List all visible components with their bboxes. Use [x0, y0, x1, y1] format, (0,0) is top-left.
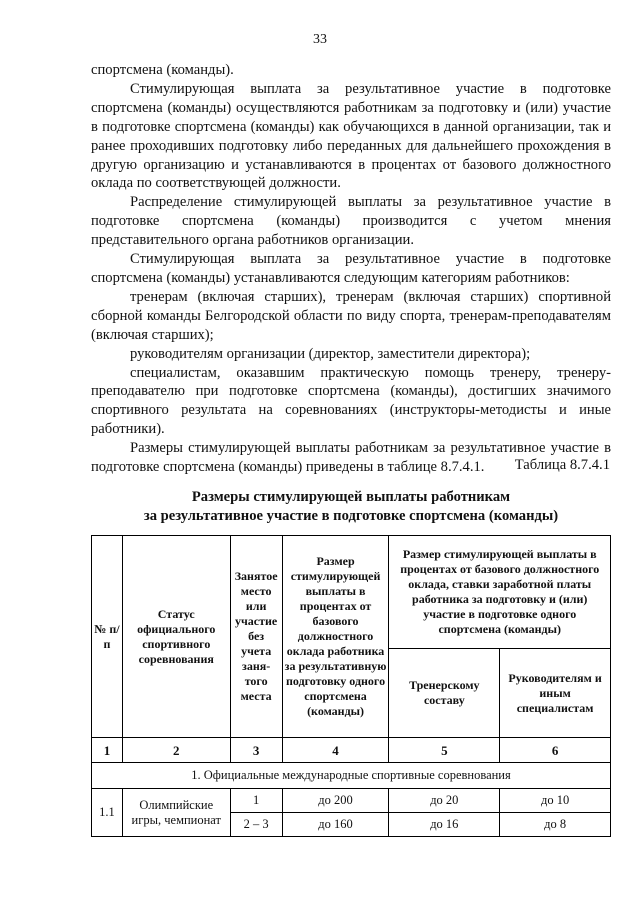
- payment-table: [91, 535, 611, 837]
- header-num: № п/п: [92, 536, 123, 738]
- header-status: Статус официального спортивного соревнования: [122, 536, 230, 738]
- column-number: 4: [282, 738, 389, 763]
- table-row: [92, 789, 611, 813]
- row-trainers: до 16: [389, 813, 500, 837]
- body-text: [91, 61, 611, 477]
- header-size: Размер стимулирующей выплаты в процентах от базового должностного оклада работника за результативную подготовку одного спортсмена (команды): [282, 536, 389, 738]
- row-place: 2 – 3: [230, 813, 282, 837]
- paragraph: тренерам (включая старших), тренерам (включая старших) спортивной сборной команды Белгородской области по виду спорта, тренерам-преподавателям (включая старших);: [91, 288, 611, 343]
- table-caption: Таблица 8.7.4.1: [514, 457, 610, 473]
- row-size: до 160: [282, 813, 389, 837]
- row-num: 1.1: [92, 789, 123, 837]
- row-managers: до 8: [500, 813, 611, 837]
- section-title: 1. Официальные международные спортивные соревнования: [92, 763, 611, 789]
- column-number: 6: [500, 738, 611, 763]
- paragraph: Стимулирующая выплата за результативное участие в подготовке спортсмена (команды) устанавливаются следующим категориям работников:: [91, 251, 611, 286]
- paragraph: спортсмена (команды).: [91, 62, 234, 78]
- column-number: 5: [389, 738, 500, 763]
- paragraph: Стимулирующая выплата за результативное участие в подготовке спортсмена (команды) осуществляются работникам за подготовку и (или) участие в подготовке спортсмена (команды) как обучающихся в данной организации, так и ранее проходивших подготовку либо переданных для дальнейшего прохождения в другую организацию и устанавливаются в процентах от базового должностного оклада по соответствующей должности.: [91, 80, 611, 192]
- paragraph: руководителям организации (директор, заместители директора);: [130, 345, 531, 362]
- header-trainers: Тренерскому составу: [389, 649, 500, 738]
- table-title: [91, 488, 611, 526]
- row-status: Олимпийские игры, чемпионат: [122, 789, 230, 837]
- row-trainers: до 20: [389, 789, 500, 813]
- paragraph: Размеры стимулирующей выплаты работникам за результативное участие в подготовке спортсмена (команды) приведены в таблице 8.7.4.1.: [91, 440, 611, 476]
- table-title-line: Размеры стимулирующей выплаты работникам: [191, 489, 511, 505]
- header-group: Размер стимулирующей выплаты в процентах от базового должностного оклада, ставки заработной платы работника за подготовку и (или) участие в подготовке одного спортсмена (команды): [389, 536, 611, 649]
- column-number: 1: [92, 738, 123, 763]
- row-size: до 200: [282, 789, 389, 813]
- column-number: 2: [122, 738, 230, 763]
- page-number: 33: [313, 32, 327, 47]
- row-place: 1: [230, 789, 282, 813]
- paragraph: Распределение стимулирующей выплаты за результативное участие в подготовке спортсмена (команды) производится с учетом мнения представительного органа работников организации.: [91, 194, 611, 249]
- header-managers: Руководителям и иным специалистам: [500, 649, 611, 738]
- column-number: 3: [230, 738, 282, 763]
- paragraph: специалистам, оказавшим практическую помощь тренеру, тренеру-преподавателю при подготовке спортсмена (команды), достигших значимого спортивного результата на соревнованиях (инструкторы-методисты и иные работники).: [91, 364, 611, 438]
- row-managers: до 10: [500, 789, 611, 813]
- table-title-line: за результативное участие в подготовке спортсмена (команды): [143, 508, 559, 524]
- header-place: Занятое место или участие без учета заня-того места: [230, 536, 282, 738]
